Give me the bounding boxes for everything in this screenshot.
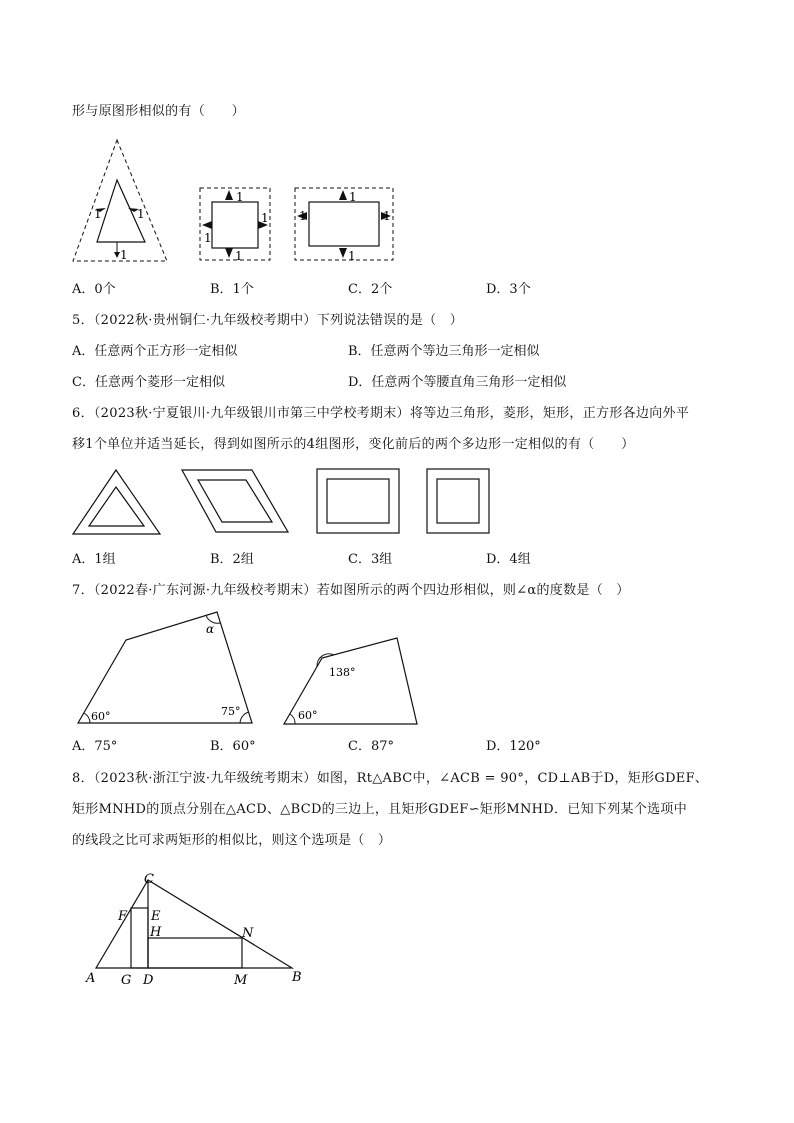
q8-label-c: C <box>144 872 154 887</box>
q6-stem-line1: 6．（2023秋·宁夏银川·九年级银川市第三中学校考期末）将等边三角形，菱形，矩形，正方形各边向外平 <box>72 406 690 421</box>
q8-label-g: G <box>121 973 132 988</box>
q8-stem-line3: 的线段之比可求两矩形的相似比，则这个选项是（ ） <box>72 833 392 848</box>
q6-option-b[interactable]: B．2组 <box>210 552 254 567</box>
q7-option-a[interactable]: A．75° <box>72 739 118 754</box>
q4-label-1: 1 <box>204 231 212 245</box>
q4-stem-tail: 形与原图形相似的有（ ） <box>72 104 245 119</box>
q7-figure-quad-left <box>76 610 256 726</box>
q4-label-1: 1 <box>299 209 307 223</box>
q5-stem: 5．（2022秋·贵州铜仁·九年级校考期中）下列说法错误的是（ ） <box>72 313 464 328</box>
q6-figure-rectangles <box>316 468 402 536</box>
q7-figure-quad-right <box>282 636 422 726</box>
q4-label-1: 1 <box>261 211 269 225</box>
q8-label-n: N <box>242 926 254 941</box>
q7-option-b[interactable]: B．60° <box>210 739 256 754</box>
q7-alpha-label: α <box>206 622 215 636</box>
q7-option-c[interactable]: C．87° <box>348 739 394 754</box>
q6-stem-line2: 移1个单位并适当延长，得到如图所示的4组图形，变化前后的两个多边形一定相似的有（ ） <box>72 437 635 452</box>
q6-option-d[interactable]: D．4组 <box>486 552 531 567</box>
q7-angle60-label: 60° <box>91 710 111 723</box>
q8-figure <box>84 870 310 990</box>
q4-label-1: 1 <box>120 248 128 262</box>
q4-label-1: 1 <box>137 207 145 221</box>
q8-stem-line2: 矩形MNHD的顶点分别在△ACD、△BCD的三边上，且矩形GDEF∽矩形MNHD．已知下列某个选项中 <box>72 802 688 817</box>
q5-option-b[interactable]: B．任意两个等边三角形一定相似 <box>348 344 540 359</box>
q7-angle60-label: 60° <box>298 709 318 722</box>
q6-figure-rhombi <box>180 468 290 534</box>
q4-label-1: 1 <box>349 190 357 204</box>
q4-label-1: 1 <box>383 209 391 223</box>
q6-figure-triangles <box>72 468 162 536</box>
q4-option-c[interactable]: C．2个 <box>348 282 393 297</box>
q8-label-b: B <box>292 970 302 985</box>
q4-figure-rectangle <box>293 186 397 262</box>
q4-figure-triangle <box>70 138 170 266</box>
q4-label-1: 1 <box>348 249 356 263</box>
q7-option-d[interactable]: D．120° <box>486 739 541 754</box>
q5-option-a[interactable]: A．任意两个正方形一定相似 <box>72 344 238 359</box>
q6-figure-squares <box>426 468 492 536</box>
q4-option-b[interactable]: B．1个 <box>210 282 254 297</box>
q8-label-m: M <box>234 973 248 988</box>
q4-label-1: 1 <box>235 249 243 263</box>
q6-option-a[interactable]: A．1组 <box>72 552 116 567</box>
q8-label-d: D <box>143 973 154 988</box>
q6-option-c[interactable]: C．3组 <box>348 552 393 567</box>
q4-option-a[interactable]: A．0个 <box>72 282 116 297</box>
q8-label-f: F <box>118 909 128 924</box>
q7-angle138-label: 138° <box>329 666 356 679</box>
q8-stem-line1: 8．（2023秋·浙江宁波·九年级统考期末）如图，Rt△ABC中，∠ACB = 90°，CD⊥AB于D，矩形GDEF、 <box>72 771 709 786</box>
q4-label-1: 1 <box>236 190 244 204</box>
q7-angle75-label: 75° <box>221 705 241 718</box>
q8-label-a: A <box>86 971 96 986</box>
q5-option-d[interactable]: D．任意两个等腰直角三角形一定相似 <box>348 375 567 390</box>
q4-figure-square <box>198 186 274 262</box>
q8-label-e: E <box>151 909 161 924</box>
q4-label-1: 1 <box>94 207 102 221</box>
q8-label-h: H <box>150 925 162 940</box>
q5-option-c[interactable]: C．任意两个菱形一定相似 <box>72 375 225 390</box>
q7-stem: 7．（2022春·广东河源·九年级校考期末）若如图所示的两个四边形相似，则∠α的度数是（ ） <box>72 583 630 598</box>
q4-option-d[interactable]: D．3个 <box>486 282 531 297</box>
